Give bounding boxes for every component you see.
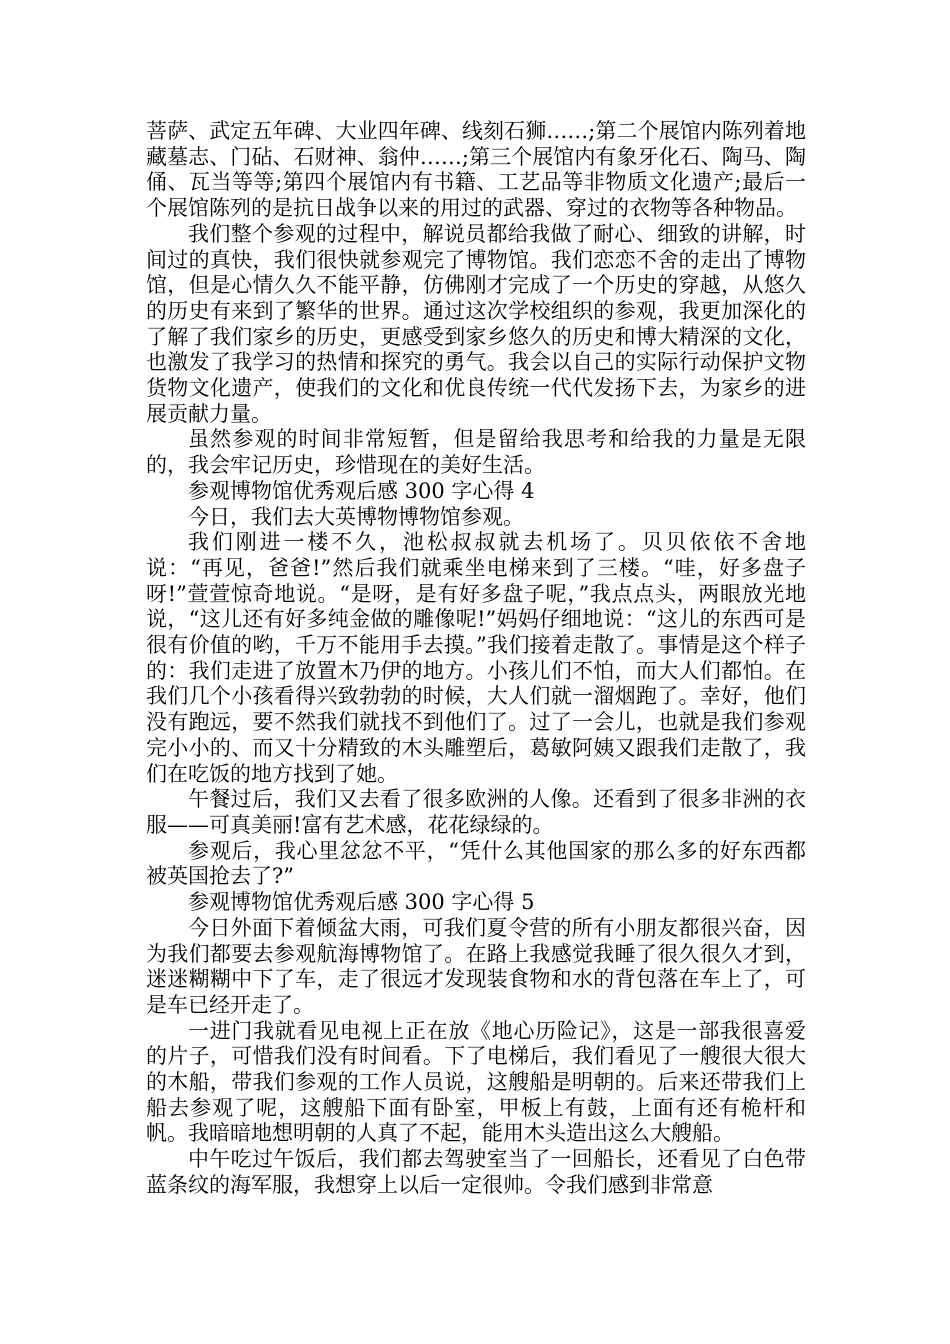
section-heading: 参观博物馆优秀观后感 300 字心得 5: [188, 890, 535, 915]
section-heading: 参观博物馆优秀观后感 300 字心得 4: [188, 478, 535, 503]
paragraph: 我们刚进一楼不久，池松叔叔就去机场了。贝贝依依不舍地说：“再见，爸爸!”然后我们就乘坐电梯来到了三楼。“哇，好多盘子呀!”萱萱惊奇地说。“是呀，是有好多盘子呢，”我点点头，两眼放光地说，“这儿还有好多纯金做的雕像呢!”妈妈仔细地说：“这儿的东西可是很有价值的哟，千万不能用手去摸。”我们接着走散了。事情是这个样子的：我们走进了放置木乃伊的地方。小孩儿们不怕，而大人们都怕。在我们几个小孩看得兴致勃勃的时候，大人们就一溜烟跑了。幸好，他们没有跑远，要不然我们就找不到他们了。过了一会儿，也就是我们参观完小小的、而又十分精致的木头雕塑后，葛敏阿姨又跟我们走散了，我们在吃饭的地方找到了她。: [146, 530, 806, 786]
paragraph: 今日，我们去大英博物博物馆参观。: [188, 504, 524, 529]
paragraph: 我们整个参观的过程中，解说员都给我做了耐心、细致的讲解，时间过的真快，我们很快就参观完了博物馆。我们恋恋不舍的走出了博物馆，但是心情久久不能平静，仿佛刚才完成了一个历史的穿越，从悠久的历史有来到了繁华的世界。通过这次学校组织的参观，我更加深化的了解了我们家乡的历史，更感受到家乡悠久的历史和博大精深的文化，也激发了我学习的热情和探究的勇气。我会以自己的实际行动保护文物货物文化遗产，使我们的文化和优良传统一代代发扬下去，为家乡的进展贡献力量。: [146, 221, 806, 426]
paragraph: 中午吃过午饭后，我们都去驾驶室当了一回船长，还看见了白色带蓝条纹的海军服，我想穿上以后一定很帅。令我们感到非常意: [146, 1147, 806, 1197]
paragraph: 参观后，我心里忿忿不平，“凭什么其他国家的那么多的好东西都被英国抢去了?”: [146, 838, 806, 889]
document-page: [146, 119, 806, 1199]
paragraph: 今日外面下着倾盆大雨，可我们夏令营的所有小朋友都很兴奋，因为我们都要去参观航海博物馆了。在路上我感觉我睡了很久很久才到，迷迷糊糊中下了车，走了很远才发现装食物和水的背包落在车上了，可是车已经开走了。: [146, 915, 806, 1017]
paragraph: 菩萨、武定五年碑、大业四年碑、线刻石狮……;第二个展馆内陈列着地藏墓志、门砧、石财神、翁仲……;第三个展馆内有象牙化石、陶马、陶俑、瓦当等等;第四个展馆内有书籍、工艺品等非物质文化遗产;最后一个展馆陈列的是抗日战争以来的用过的武器、穿过的衣物等各种物品。: [146, 119, 806, 221]
paragraph: 虽然参观的时间非常短暂，但是留给我思考和给我的力量是无限的，我会牢记历史，珍惜现在的美好生活。: [146, 427, 806, 478]
paragraph: 午餐过后，我们又去看了很多欧洲的人像。还看到了很多非洲的衣服——可真美丽!富有艺术感，花花绿绿的。: [146, 787, 806, 837]
paragraph: 一进门我就看见电视上正在放《地心历险记》，这是一部我很喜爱的片子，可惜我们没有时间看。下了电梯后，我们看见了一艘很大很大的木船，带我们参观的工作人员说，这艘船是明朝的。后来还带我们上船去参观了呢，这艘船下面有卧室，甲板上有鼓，上面有还有桅杆和帆。我暗暗地想明朝的人真了不起，能用木头造出这么大艘船。: [146, 1018, 806, 1146]
